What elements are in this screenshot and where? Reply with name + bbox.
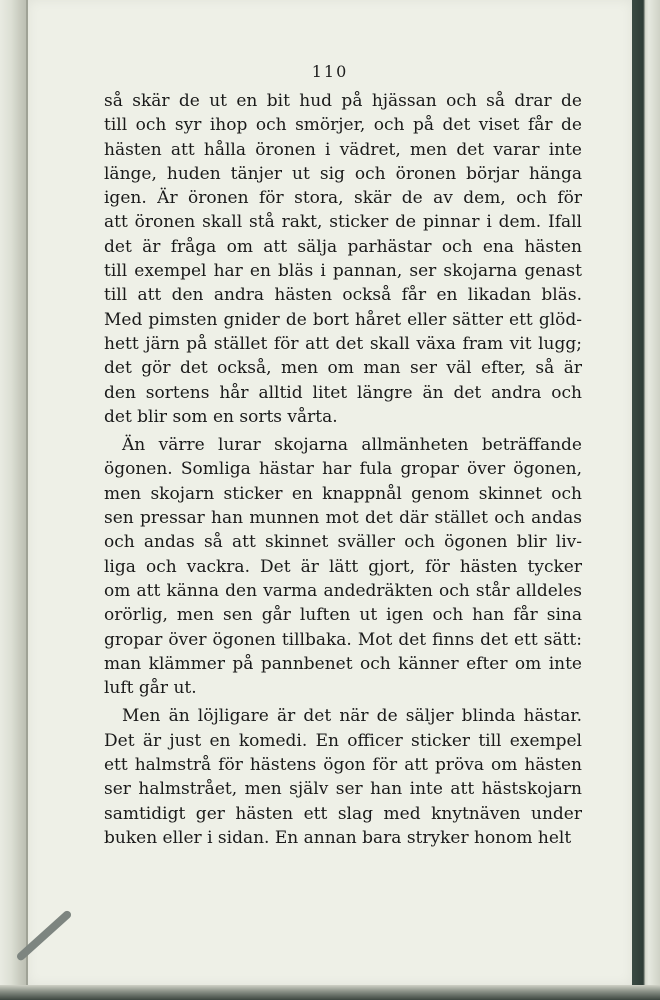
text-line: Det är just en komedi. En officer sticker till exempel (104, 730, 582, 751)
text-line: Med pimsten gnider de bort håret eller sätter ett glöd- (104, 309, 582, 330)
paragraph (104, 89, 582, 429)
book-gutter-left (0, 0, 28, 1000)
text-line: buken eller i sidan. En annan bara stryker honom helt (104, 827, 572, 848)
text-line: det gör det också, men om man ser väl efter, så är (104, 358, 582, 379)
text-line: den sortens hår alltid litet längre än det andra och (104, 382, 582, 403)
text-line: Än värre lurar skojarna allmänheten beträffande (122, 435, 582, 456)
text-line: hett järn på stället för att det skall växa fram vit lugg; (104, 333, 582, 354)
text-line: gropar över ögonen tillbaka. Mot det finns det ett sätt: (104, 629, 582, 650)
text-line: om att känna den varma andedräkten och står alldeles (104, 580, 582, 601)
text-line: sen pressar han munnen mot det där stället och andas (104, 508, 582, 529)
text-line: Men än löjligare är det när de säljer blinda hästar. (122, 706, 582, 727)
book-edge-right (632, 0, 660, 1000)
text-line: luft går ut. (104, 678, 197, 699)
text-line: och andas så att skinnet sväller och ögonen blir liv- (104, 532, 582, 553)
paragraph (104, 704, 582, 850)
text-line: att öronen skall stå rakt, sticker de pinnar i dem. Ifall (104, 212, 582, 233)
text-line: ett halmstrå för hästens ögon för att pröva om hästen (104, 755, 582, 776)
text-line: till exempel har en bläs i pannan, ser skojarna genast (104, 261, 582, 282)
text-line: det är fråga om att sälja parhästar och ena hästen (104, 236, 582, 257)
body-text (104, 89, 582, 850)
text-line: till och syr ihop och smörjer, och på det viset får de (104, 115, 582, 136)
text-line: men skojarn sticker en knappnål genom skinnet och (104, 483, 582, 504)
text-line: liga och vackra. Det är lätt gjort, för hästen tycker (104, 556, 582, 577)
text-line: ögonen. Somliga hästar har fula gropar över ögonen, (104, 459, 582, 480)
text-line: länge, huden tänjer ut sig och öronen börjar hänga (104, 163, 582, 184)
paragraph (104, 433, 582, 700)
text-line: igen. Är öronen för stora, skär de av dem, och för (104, 188, 582, 209)
text-line: ser halmstrået, men själv ser han inte att hästskojarn (104, 779, 582, 800)
text-line: orörlig, men sen går luften ut igen och han får sina (104, 605, 582, 626)
text-line: man klämmer på pannbenet och känner efter om inte (104, 653, 582, 674)
book-edge-bottom (0, 985, 660, 1000)
text-line: hästen att hålla öronen i vädret, men det varar inte (104, 139, 582, 160)
text-line: till att den andra hästen också får en likadan bläs. (104, 285, 582, 306)
text-line: samtidigt ger hästen ett slag med knytnäven under (104, 803, 582, 824)
text-line: så skär de ut en bit hud på hjässan och så drar de (104, 91, 582, 111)
page-number: 110 (311, 62, 349, 81)
text-line: det blir som en sorts vårta. (104, 406, 338, 427)
